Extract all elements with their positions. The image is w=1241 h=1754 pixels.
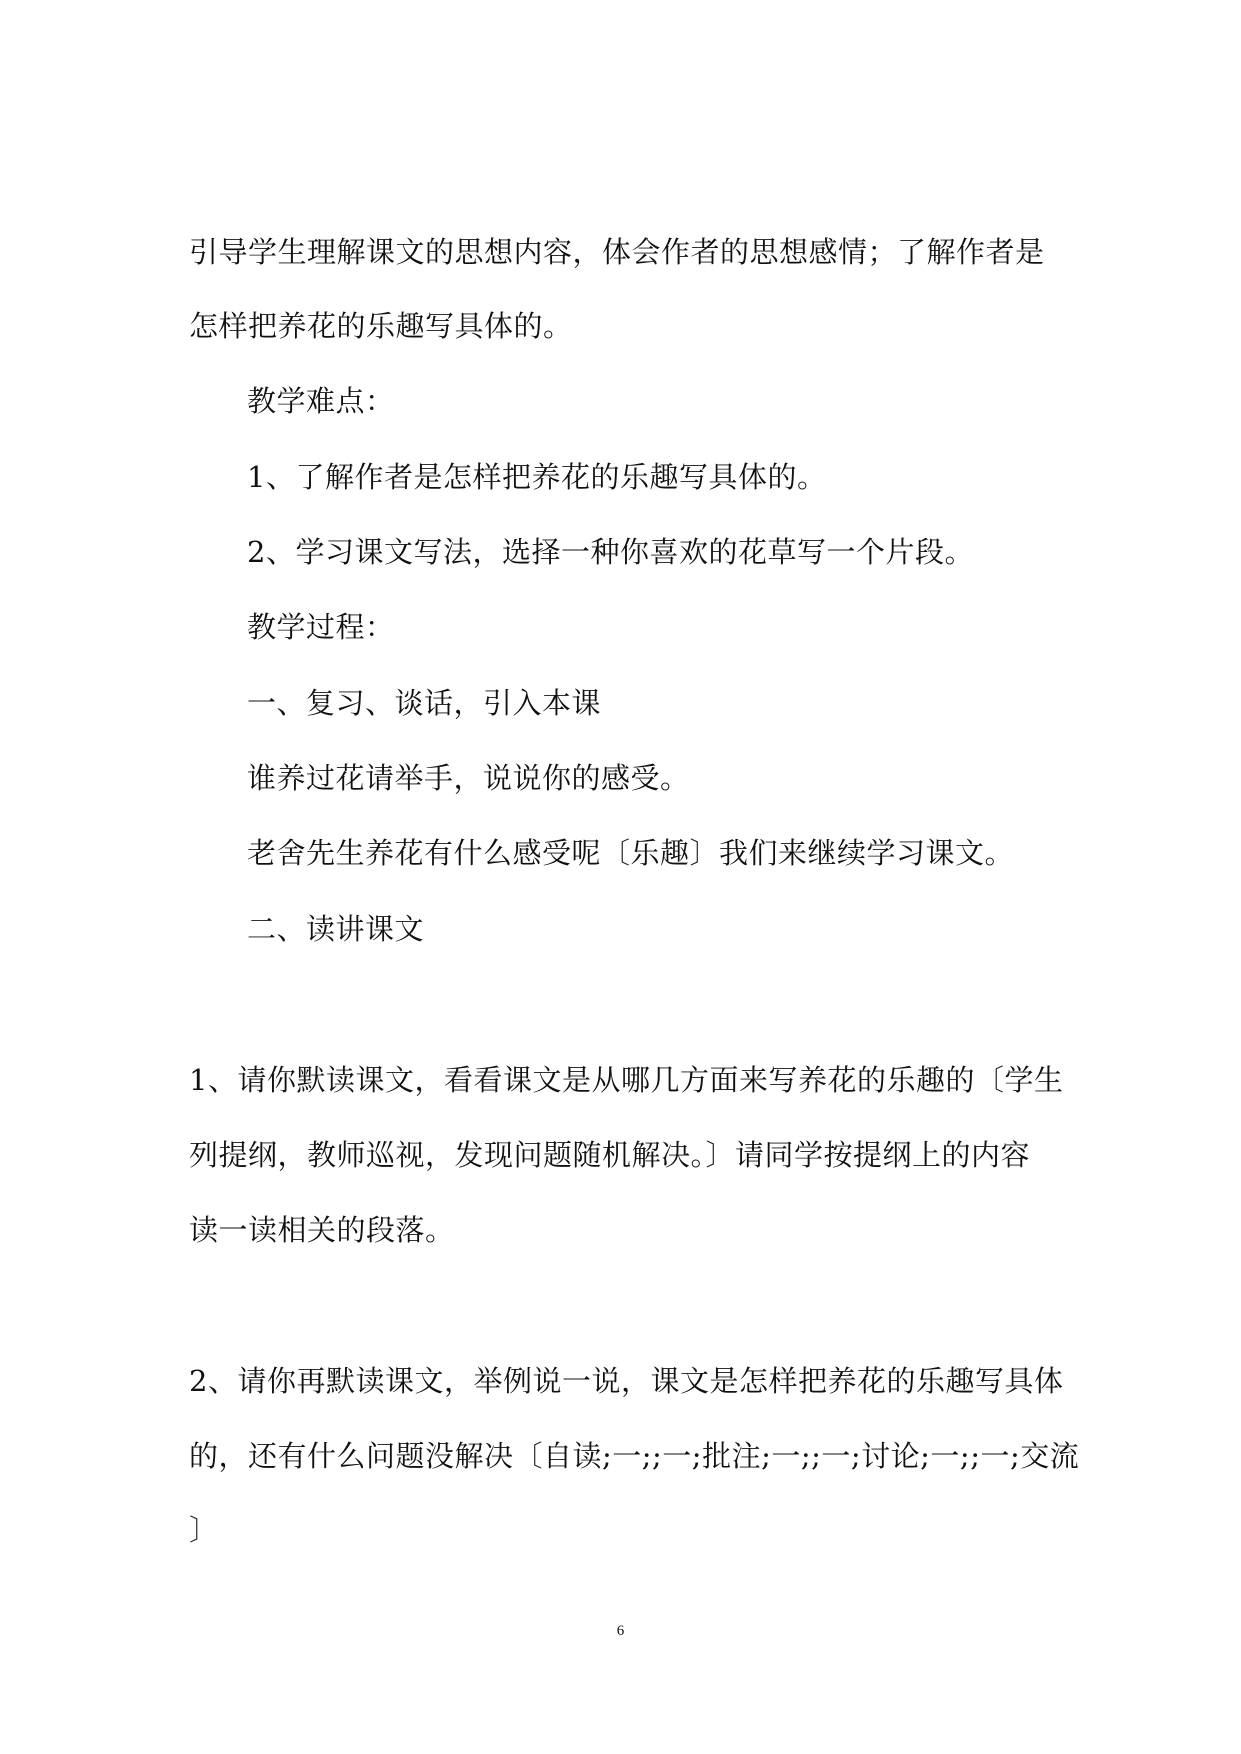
- paragraph-line: 1、请你默读课文，看看课文是从哪几方面来写养花的乐趣的〔学生: [189, 1063, 1064, 1097]
- list-item: 1、了解作者是怎样把养花的乐趣写具体的。: [247, 460, 827, 494]
- subsection-heading: 一、复习、谈话，引入本课: [247, 686, 602, 720]
- paragraph-line: 2、请你再默读课文，举例说一说，课文是怎样把养花的乐趣写具体: [189, 1364, 1064, 1398]
- paragraph-line: 谁养过花请举手，说说你的感受。: [247, 761, 690, 795]
- paragraph-line: 老舍先生养花有什么感受呢〔乐趣〕我们来继续学习课文。: [247, 836, 1015, 870]
- paragraph-line: 引导学生理解课文的思想内容，体会作者的思想感情；了解作者是: [189, 235, 1045, 269]
- section-heading: 教学难点：: [247, 384, 395, 418]
- paragraph-line: 〕: [189, 1513, 219, 1547]
- subsection-heading: 二、读讲课文: [247, 912, 425, 946]
- paragraph-line: 的，还有什么问题没解决〔自读;一;;一;批注;一;;一;讨论;一;;一;交流: [189, 1439, 1080, 1473]
- paragraph-line: 读一读相关的段落。: [189, 1213, 455, 1247]
- section-heading: 教学过程：: [247, 610, 395, 644]
- paragraph-line: 列提纲，教师巡视，发现问题随机解决。〕请同学按提纲上的内容: [189, 1138, 1031, 1172]
- page-number: 6: [616, 1623, 625, 1639]
- paragraph-line: 怎样把养花的乐趣写具体的。: [189, 309, 573, 343]
- list-item: 2、学习课文写法，选择一种你喜欢的花草写一个片段。: [247, 535, 974, 569]
